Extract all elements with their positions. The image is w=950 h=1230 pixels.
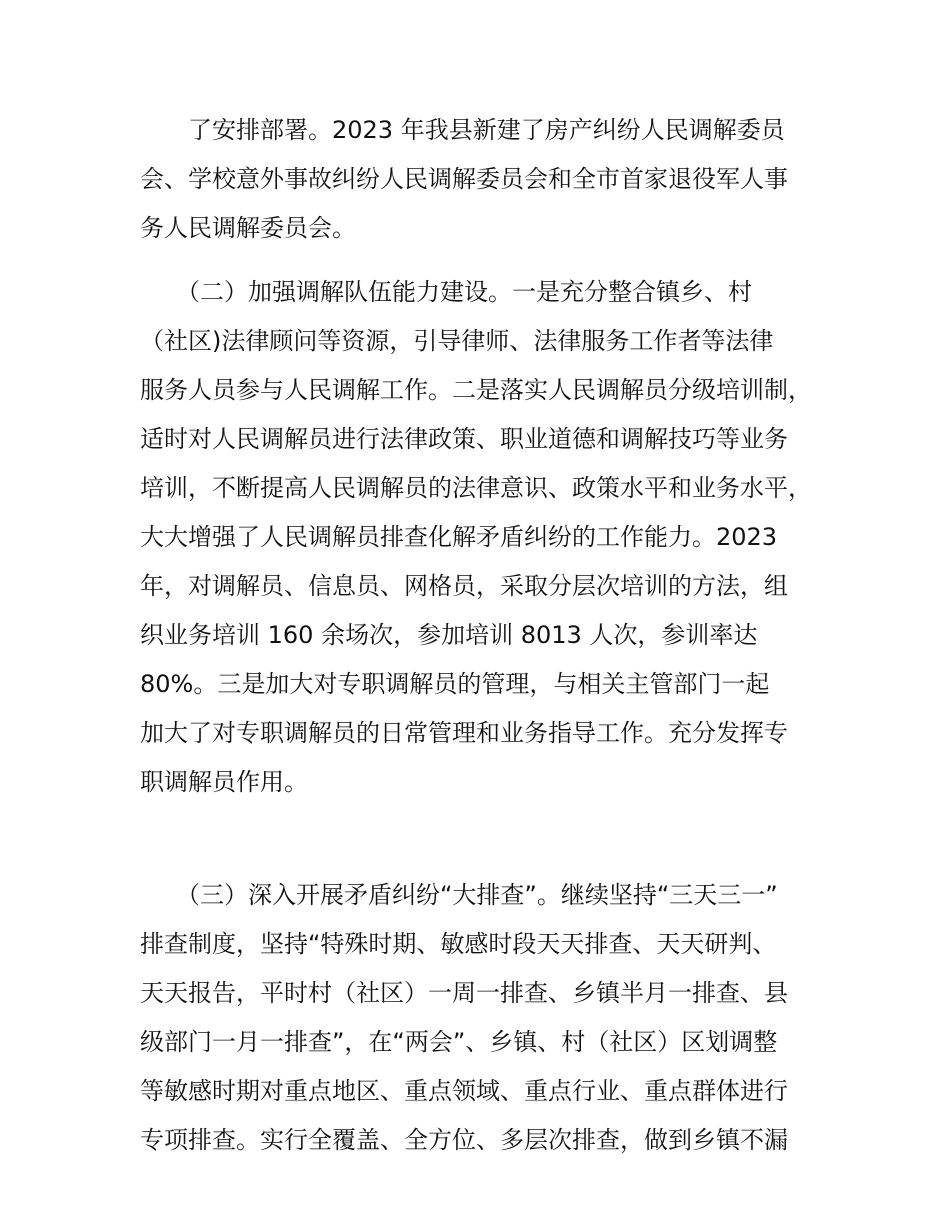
text-line: 等敏感时期对重点地区、重点领域、重点行业、重点群体进行 [140,1077,788,1105]
text-line: （二）加强调解队伍能力建设。一是充分整合镇乡、村 [140,278,752,306]
text-line: 80%。三是加大对专职调解员的管理，与相关主管部门一起 [140,670,770,698]
text-line: 大大增强了人民调解员排查化解矛盾纠纷的工作能力。2023 [140,523,778,551]
text-line: 适时对人民调解员进行法律政策、职业道德和调解技巧等业务 [140,425,788,453]
text-line: 天天报告，平时村（社区）一周一排查、乡镇半月一排查、县 [140,979,788,1007]
text-line: 年，对调解员、信息员、网格员，采取分层次培训的方法，组 [140,572,788,600]
text-line: 了安排部署。2023 年我县新建了房产纠纷人民调解委员 [140,116,785,144]
text-line: 会、学校意外事故纠纷人民调解委员会和全市首家退役军人事 [140,165,788,193]
text-line: 专项排查。实行全覆盖、全方位、多层次排查，做到乡镇不漏 [140,1126,788,1154]
text-line: 培训，不断提高人民调解员的法律意识、政策水平和业务水平， [140,474,812,502]
text-line: 织业务培训 160 余场次，参加培训 8013 人次，参训率达 [140,621,758,649]
text-line: 服务人员参与人民调解工作。二是落实人民调解员分级培训制， [140,376,812,404]
text-line: 务人民调解委员会。 [140,214,356,242]
paragraph-3 [140,871,840,1165]
text-line: 加大了对专职调解员的日常管理和业务指导工作。充分发挥专 [140,719,788,747]
text-line: （三）深入开展矛盾纠纷“大排查”。继续坚持“三天三一” [140,881,778,909]
text-line: 排查制度，坚持“特殊时期、敏感时段天天排查、天天研判、 [140,930,777,958]
text-line [140,807,840,856]
document-body [140,106,840,1165]
text-line: 级部门一月一排查”，在“两会”、乡镇、村（社区）区划调整 [140,1028,778,1056]
text-line: 职调解员作用。 [140,768,308,796]
paragraph-2 [140,268,840,856]
paragraph-1 [140,106,840,253]
text-line: （社区)法律顾问等资源，引导律师、法律服务工作者等法律 [140,327,774,355]
